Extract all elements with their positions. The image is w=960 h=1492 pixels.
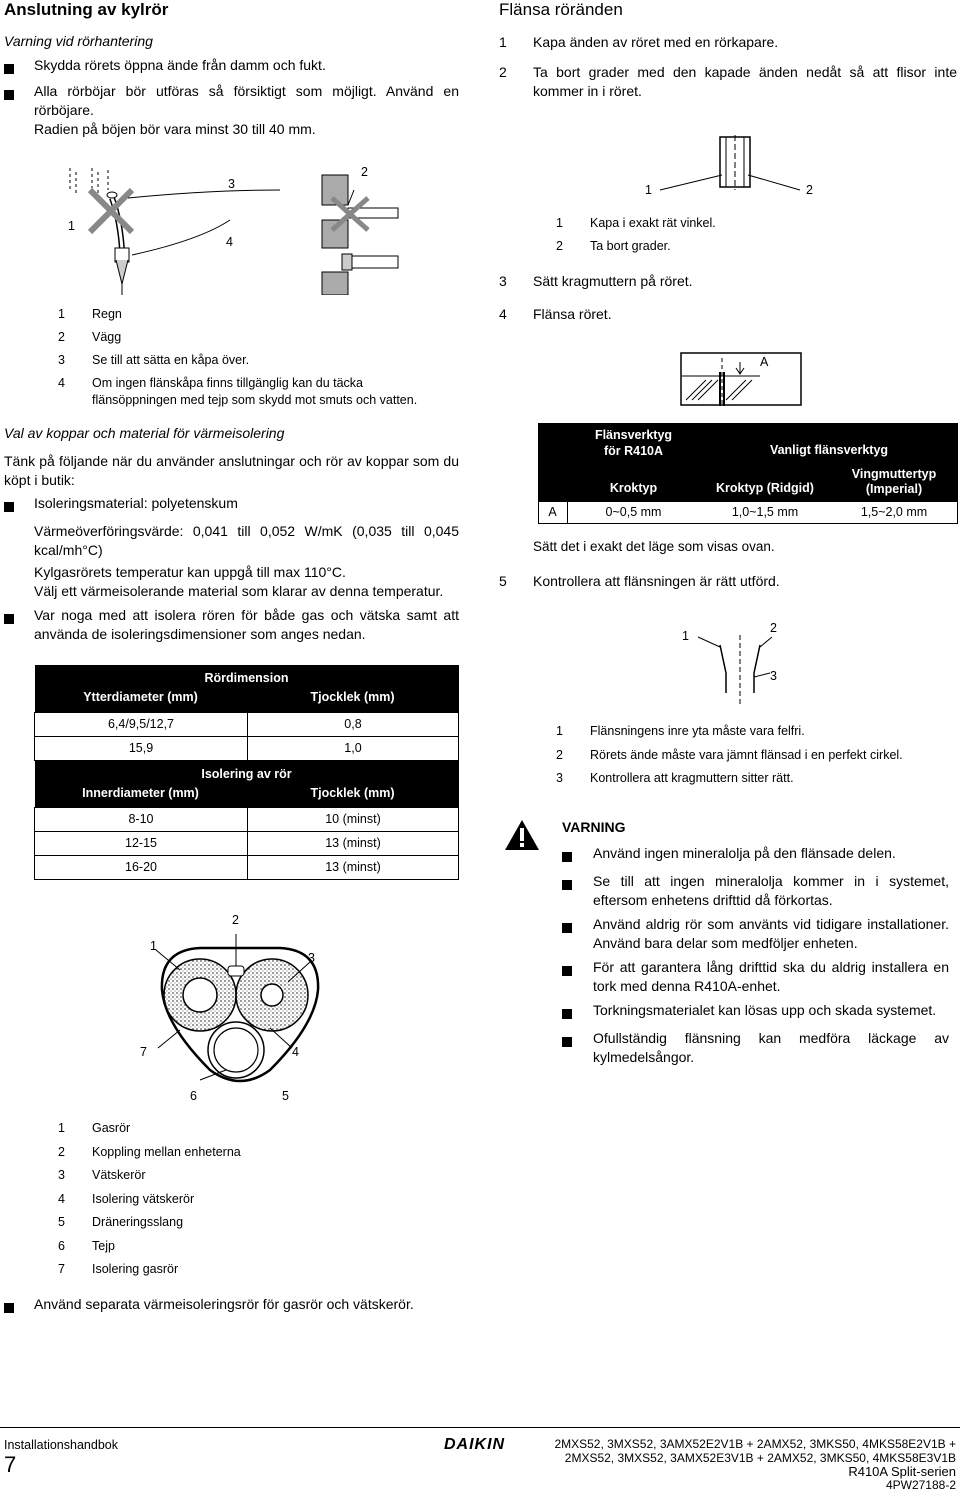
- fig-a-label: A: [760, 355, 769, 369]
- bullet-icon: [4, 90, 14, 100]
- rain-icon: [70, 168, 108, 194]
- bullet-icon: [4, 502, 14, 512]
- legend-item: 7 Isolering gasrör: [58, 1262, 179, 1276]
- legend-item: 5 Dräneringsslang: [58, 1215, 184, 1229]
- fig3-label-2: 2: [232, 913, 239, 927]
- pipe-cut-figure: [640, 135, 820, 205]
- fig1-label-4: 4: [226, 235, 233, 249]
- fig3-label-3: 3: [308, 951, 315, 965]
- fig2-legend: [556, 215, 956, 261]
- legend-item: 4 Om ingen flänskåpa finns tillgänglig kan du täcka flänsöppningen med tejp som skydd mot smuts och vatten.: [58, 376, 418, 407]
- legend-item: 1 Kapa i exakt rät vinkel.: [556, 216, 716, 230]
- insulation-intro: Tänk på följande när du använder anslutningar och rör av koppar som du köpt i butik:: [4, 453, 459, 488]
- step-item: 3 Sätt kragmuttern på röret.: [499, 273, 693, 289]
- footer-doc-title: Installationshandbok: [4, 1438, 118, 1452]
- table-header: Isolering av rör Innerdiameter (mm) Tjocklek (mm): [82, 766, 395, 800]
- warning-title: VARNING: [562, 819, 626, 835]
- bullet-icon: [4, 64, 14, 74]
- flare-position-figure: [680, 352, 802, 407]
- insulation-block: Isoleringsmaterial: polyetenskum Värmeöverföringsvärde: 0,041 till 0,052 W/mK (0,035 till 0,045 kcal/mh°C) Kylgasrörets temperatur kan uppgå till max 110°C. Välj ett värmeisolerande material som klarar av denna temperatur. Var noga med att isolera rören för både gas och vätska samt att använda de isoleringsdimensioner som anges nedan.: [4, 494, 459, 644]
- list-item: Skydda rörets öppna ände från damm och fukt.: [4, 56, 459, 79]
- warning-triangle-icon: [503, 818, 541, 852]
- list-item: Isoleringsmaterial: polyetenskum: [4, 494, 459, 517]
- fig4-label-3: 3: [770, 669, 777, 683]
- fig2-label-2: 2: [806, 183, 813, 197]
- fig3-legend: [58, 1120, 458, 1285]
- steps-b: [499, 272, 957, 324]
- bullet-icon: [562, 880, 572, 890]
- fig4-label-1: 1: [682, 629, 689, 643]
- list-item: Alla rörböjar bör utföras så försiktigt som möjligt. Använd en rörböjare.: [4, 82, 459, 120]
- footer-models: 2MXS52, 3MXS52, 3AMX52E2V1B + 2AMX52, 3MKS50, 4MKS58E2V1B + 2MXS52, 3MXS52, 3AMX52E3V1B + 2AMX52, 3MKS50, 4MKS58E3V1B R410A Split-serien 4PW27188-2: [554, 1437, 956, 1492]
- sub-header: Vingmuttertyp (Imperial): [851, 467, 937, 496]
- fig3-label-1: 1: [150, 939, 157, 953]
- sub-header: Kroktyp: [609, 481, 658, 495]
- col-header-standard: Vanligt flänsverktyg: [769, 443, 889, 457]
- page-number: 7: [4, 1452, 17, 1477]
- list-item: För att garantera lång drifttid ska du aldrig installera en tork med denna R410A-enhet.: [562, 958, 949, 996]
- warning-heading: Varning vid rörhantering: [4, 33, 153, 49]
- legend-item: 2 Vägg: [58, 330, 122, 344]
- legend-item: 2 Koppling mellan enheterna: [58, 1144, 241, 1159]
- cross-icon: [90, 190, 132, 232]
- legend-item: 6 Tejp: [58, 1238, 115, 1253]
- legend-item: 1 Flänsningens inre yta måste vara felfri.: [556, 724, 805, 738]
- list-item: Använd aldrig rör som använts vid tidigare installationer. Använd bara delar som medföljer enheten.: [562, 915, 949, 953]
- step-item: 1 Kapa änden av röret med en rörkapare.: [499, 34, 779, 50]
- table-row: 12-15 13 (minst): [35, 831, 459, 855]
- section-title-flare: Flänsa röränden: [499, 0, 623, 19]
- legend-item: 1 Regn: [58, 307, 122, 321]
- fig1-label-1: 1: [68, 219, 75, 233]
- bullet-list: [4, 56, 459, 139]
- pipe-bundle-figure: [140, 920, 340, 1110]
- legend-item: 1 Gasrör: [58, 1121, 131, 1135]
- section-title-connection: Anslutning av kylrör: [4, 0, 169, 19]
- fig1-label-3: 3: [228, 177, 235, 191]
- list-item: Ofullständig flänsning kan medföra läckage av kylmedelsångor.: [562, 1029, 949, 1067]
- insulation-heading: Val av koppar och material för värmeisolering: [4, 425, 285, 441]
- fig1-label-2: 2: [361, 165, 368, 179]
- bullet-icon: [562, 923, 572, 933]
- table-row: 6,4/9,5/12,7 0,8: [35, 712, 459, 736]
- fig4-legend: [556, 723, 956, 794]
- bullet-icon: [4, 614, 14, 624]
- step-item: 2 Ta bort grader med den kapade änden nedåt så att flisor inte kommer in i röret.: [499, 64, 957, 99]
- legend-item: 3 Vätskerör: [58, 1168, 146, 1182]
- list-item: Se till att ingen mineralolja kommer in i systemet, eftersom enhetens drifttid då förkortas.: [562, 872, 949, 910]
- legend-item: 3 Se till att sätta en kåpa över.: [58, 353, 250, 367]
- legend-item: 4 Isolering vätskerör: [58, 1191, 195, 1206]
- list-item: Använd ingen mineralolja på den flänsade delen.: [562, 844, 949, 867]
- bullet-icon: [4, 1303, 14, 1313]
- fig3-label-6: 6: [190, 1089, 197, 1103]
- col-header-r410a: Flänsverktyg för R410A: [594, 428, 673, 458]
- final-bullet: Använd separata värmeisoleringsrör för gasrör och vätskerör.: [4, 1295, 414, 1318]
- fig1-legend: [58, 306, 458, 409]
- fig3-label-4: 4: [292, 1045, 299, 1059]
- daikin-logo: DAIKIN: [444, 1436, 506, 1453]
- step-item: 5 Kontrollera att flänsningen är rätt utförd.: [499, 573, 780, 589]
- list-item: Torkningsmaterialet kan lösas upp och skada systemet.: [562, 1001, 949, 1024]
- fig2-label-1: 1: [645, 183, 652, 197]
- fig4-label-2: 2: [770, 621, 777, 635]
- bullet-icon: [562, 966, 572, 976]
- step-item: 4 Flänsa röret.: [499, 306, 612, 322]
- steps-a: [499, 33, 957, 101]
- legend-item: 3 Kontrollera att kragmuttern sitter rätt.: [556, 771, 794, 785]
- legend-item: 2 Rörets ände måste vara jämnt flänsad i en perfekt cirkel.: [556, 747, 903, 762]
- set-note: Sätt det i exakt det läge som visas ovan.: [533, 539, 775, 554]
- insulation-table: [34, 665, 459, 880]
- sub-header: Kroktyp (Ridgid): [716, 481, 814, 495]
- warning-list: [562, 844, 949, 1067]
- radius-note: Radien på böjen bör vara minst 30 till 40 mm.: [34, 121, 316, 137]
- bullet-icon: [562, 1037, 572, 1047]
- bullet-icon: [562, 1009, 572, 1019]
- footer-divider: [0, 1427, 960, 1428]
- legend-item: 2 Ta bort grader.: [556, 239, 671, 253]
- table-row: 8-10 10 (minst): [35, 807, 459, 831]
- fig3-label-7: 7: [140, 1045, 147, 1059]
- bullet-icon: [562, 852, 572, 862]
- flare-tool-table: Flänsverktyg för R410A Vanligt flänsverktyg Kroktyp Kroktyp (Ridgid) Vingmuttertyp (Imperial) A 0~0,5 mm 1,0~1,5 mm 1,5~2,0 mm: [538, 423, 958, 524]
- table-row: 15,9 1,0: [35, 736, 459, 760]
- fig3-label-5: 5: [282, 1089, 289, 1103]
- table-header: Rördimension Ytterdiameter (mm) Tjocklek (mm): [83, 671, 395, 704]
- list-item: Var noga med att isolera rören för både gas och vätska samt att använda de isoleringsdimensioner som anges nedan.: [4, 606, 459, 644]
- table-row: 16-20 13 (minst): [35, 855, 459, 879]
